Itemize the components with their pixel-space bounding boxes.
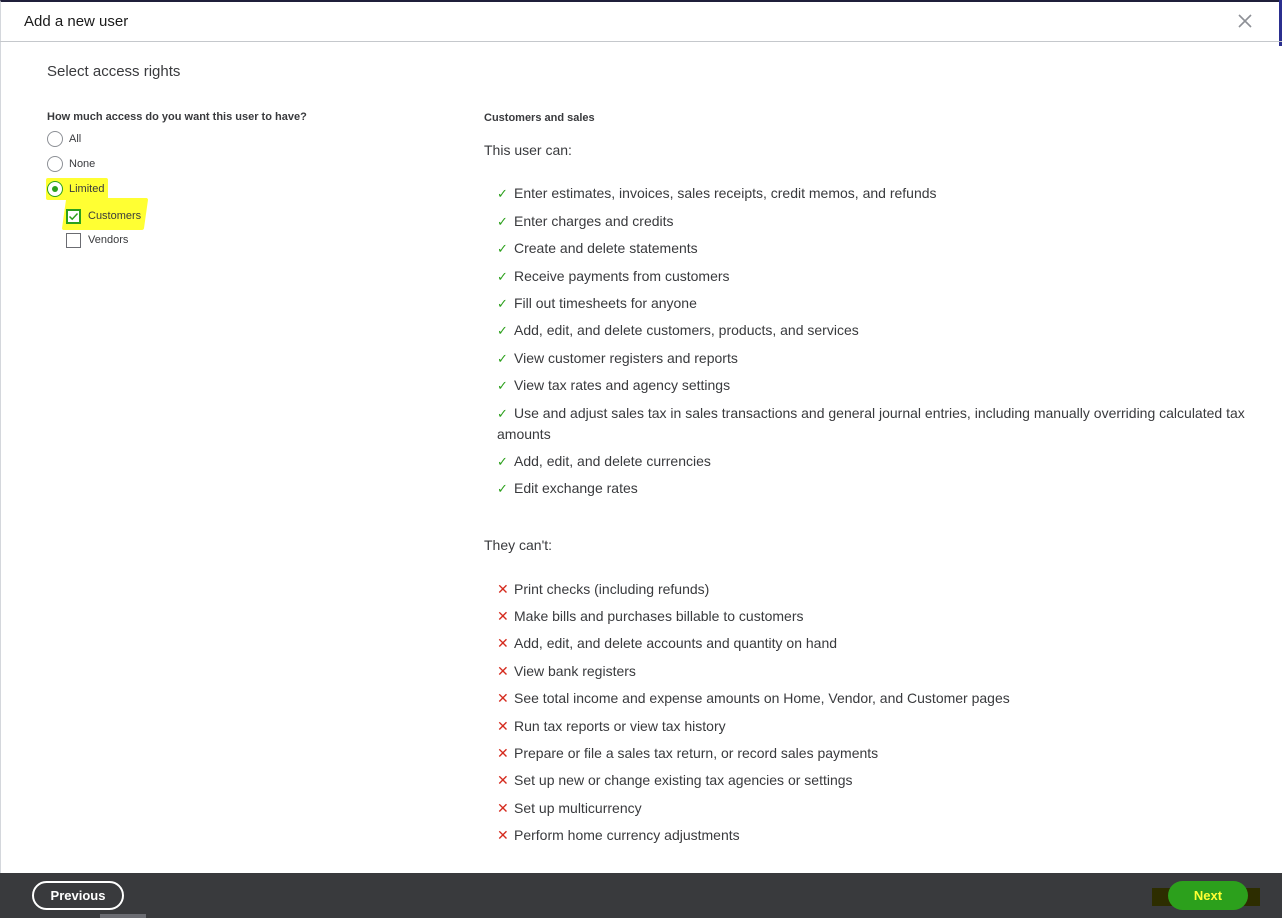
cant-item: ✕ Perform home currency adjustments	[497, 825, 1247, 846]
radio-option-all[interactable]	[47, 130, 81, 148]
check-icon: ✓	[497, 214, 508, 229]
check-icon: ✓	[497, 454, 508, 469]
checkbox-unchecked[interactable]	[66, 233, 81, 248]
can-item: ✓ Receive payments from customers	[497, 266, 1247, 287]
dialog-title: Add a new user	[24, 13, 129, 30]
can-item: ✓ Add, edit, and delete currencies	[497, 451, 1247, 472]
checkbox-label: Customers	[88, 210, 142, 222]
check-icon: ✓	[497, 406, 508, 421]
can-item: ✓ View tax rates and agency settings	[497, 375, 1247, 396]
can-item: ✓ Create and delete statements	[497, 238, 1247, 259]
check-icon: ✓	[497, 186, 508, 201]
checkbox-vendors[interactable]	[66, 231, 128, 249]
x-icon: ✕	[497, 772, 509, 788]
radio-button[interactable]	[47, 131, 63, 147]
radio-label: Limited	[69, 183, 105, 195]
radio-label: All	[69, 133, 82, 145]
x-icon: ✕	[497, 608, 509, 624]
dialog-header	[0, 0, 1282, 42]
radio-label: None	[69, 158, 96, 170]
radio-option-none[interactable]	[47, 155, 95, 173]
access-question: How much access do you want this user to have?	[47, 111, 307, 123]
checkbox-label: Vendors	[88, 234, 129, 246]
check-icon: ✓	[497, 323, 508, 338]
can-item: ✓ Enter charges and credits	[497, 211, 1247, 232]
cant-list-title: They can't:	[484, 537, 553, 553]
radio-option-limited[interactable]	[47, 180, 104, 198]
x-icon: ✕	[497, 745, 509, 761]
cant-item: ✕ Set up multicurrency	[497, 798, 1247, 819]
can-item: ✓ Edit exchange rates	[497, 478, 1247, 499]
can-item: ✓ View customer registers and reports	[497, 348, 1247, 369]
can-item: ✓ Use and adjust sales tax in sales transactions and general journal entries, including manually overriding calculated tax amounts	[497, 405, 1245, 442]
cant-item: ✕ Add, edit, and delete accounts and quantity on hand	[497, 633, 1247, 654]
x-icon: ✕	[497, 827, 509, 843]
cant-item: ✕ Run tax reports or view tax history	[497, 716, 1247, 737]
close-icon[interactable]	[1234, 10, 1256, 32]
x-icon: ✕	[497, 581, 509, 597]
check-icon: ✓	[497, 378, 508, 393]
check-icon: ✓	[497, 481, 508, 496]
check-icon: ✓	[497, 351, 508, 366]
cant-item: ✕ Print checks (including refunds)	[497, 579, 1247, 600]
cant-item: ✕ See total income and expense amounts on Home, Vendor, and Customer pages	[497, 688, 1247, 709]
section-title: Select access rights	[47, 63, 181, 80]
x-icon: ✕	[497, 635, 509, 651]
check-icon: ✓	[497, 296, 508, 311]
checkbox-customers[interactable]	[66, 207, 141, 225]
dialog-footer	[0, 873, 1282, 918]
previous-button[interactable]: Previous	[32, 881, 124, 910]
category-title: Customers and sales	[484, 112, 595, 124]
x-icon: ✕	[497, 663, 509, 679]
radio-button[interactable]	[47, 156, 63, 172]
check-icon: ✓	[497, 269, 508, 284]
can-item: ✓ Enter estimates, invoices, sales receipts, credit memos, and refunds	[497, 183, 1247, 204]
checkbox-checked[interactable]	[66, 209, 81, 224]
x-icon: ✕	[497, 718, 509, 734]
cant-item: ✕ Set up new or change existing tax agencies or settings	[497, 770, 1247, 791]
cant-item: ✕ Make bills and purchases billable to customers	[497, 606, 1247, 627]
scrollbar-thumb[interactable]	[100, 914, 146, 918]
next-button[interactable]: Next	[1168, 881, 1248, 910]
can-list-title: This user can:	[484, 142, 572, 158]
can-item: ✓ Fill out timesheets for anyone	[497, 293, 1247, 314]
x-icon: ✕	[497, 800, 509, 816]
cant-item: ✕ Prepare or file a sales tax return, or record sales payments	[497, 743, 1247, 764]
radio-button-selected[interactable]	[47, 181, 63, 197]
check-icon: ✓	[497, 241, 508, 256]
checkmark-icon	[68, 211, 79, 222]
x-icon: ✕	[497, 690, 509, 706]
can-item: ✓ Add, edit, and delete customers, products, and services	[497, 320, 1247, 341]
cant-item: ✕ View bank registers	[497, 661, 1247, 682]
